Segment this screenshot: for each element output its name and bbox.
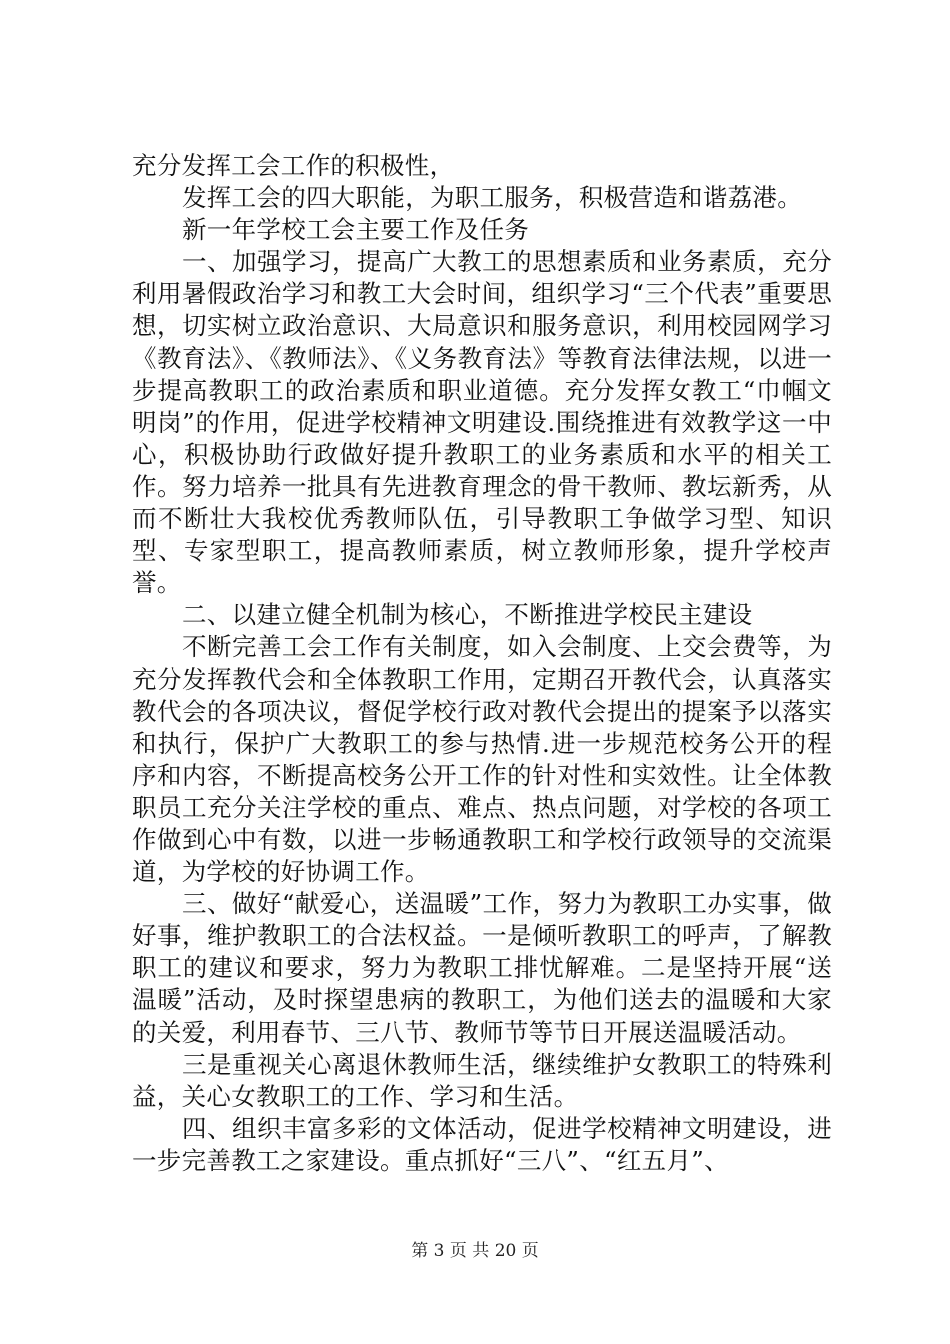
document-body — [132, 150, 832, 1177]
paragraph-1: 充分发挥工会工作的积极性， — [132, 151, 455, 180]
paragraph-2: 发挥工会的四大职能，为职工服务，积极营造和谐荔港。 — [182, 183, 802, 213]
paragraph-item-3: 三、做好“献爱心，送温暖”工作，努力为教职工办实事，做好事，维护教职工的合法权益。一是倾听教职工的呼声，了解教职工的建议和要求，努力为教职工排忧解难。二是坚持开展“送温暖”活动，及时探望患病的教职工，为他们送去的温暖和大家的关爱，利用春节、三八节、教师节等节日开展送温暖活动。 — [132, 889, 833, 1047]
paragraph-item-2-body: 不断完善工会工作有关制度，如入会制度、上交会费等，为充分发挥教代会和全体教职工作用，定期召开教代会，认真落实教代会的各项决议，督促学校行政对教代会提出的提案予以落实和执行，保护广大教职工的参与热情.进一步规范校务公开的程序和内容，不断提高校务公开工作的针对性和实效性。让全体教职员工充分关注学校的重点、难点、热点问题，对学校的各项工作做到心中有数，以进一步畅通教职工和学校行政领导的交流渠道，为学校的好协调工作。 — [132, 632, 832, 887]
page-number-footer: 第 3 页 共 20 页 — [411, 1241, 539, 1261]
paragraph-item-4: 四、组织丰富多彩的文体活动，促进学校精神文明建设，进一步完善教工之家建设。重点抓好“三八”、“红五月”、 — [132, 1113, 832, 1175]
section-heading: 新一年学校工会主要工作及任务 — [182, 215, 530, 245]
paragraph-item-3-continued: 三是重视关心离退休教师生活，继续维护女教职工的特殊利益，关心女教职工的工作、学习和生活。 — [132, 1049, 832, 1111]
paragraph-item-2-heading: 二、以建立健全机制为核心，不断推进学校民主建设 — [182, 600, 753, 630]
paragraph-item-1: 一、加强学习，提高广大教工的思想素质和业务素质，充分利用暑假政治学习和教工大会时间，组织学习“三个代表”重要思想，切实树立政治意识、大局意识和服务意识，利用校园网学习《教育法》、《教师法》、《义务教育法》等教育法律法规，以进一步提高教职工的政治素质和职业道德。充分发挥女教工“巾帼文明岗”的作用，促进学校精神文明建设.围绕推进有效教学这一中心，积极协助行政做好提升教职工的业务素质和水平的相关工作。努力培养一批具有先进教育理念的骨干教师、教坛新秀，从而不断壮大我校优秀教师队伍，引导教职工争做学习型、知识型、专家型职工，提高教师素质，树立教师形象，提升学校声誉。 — [132, 247, 832, 598]
